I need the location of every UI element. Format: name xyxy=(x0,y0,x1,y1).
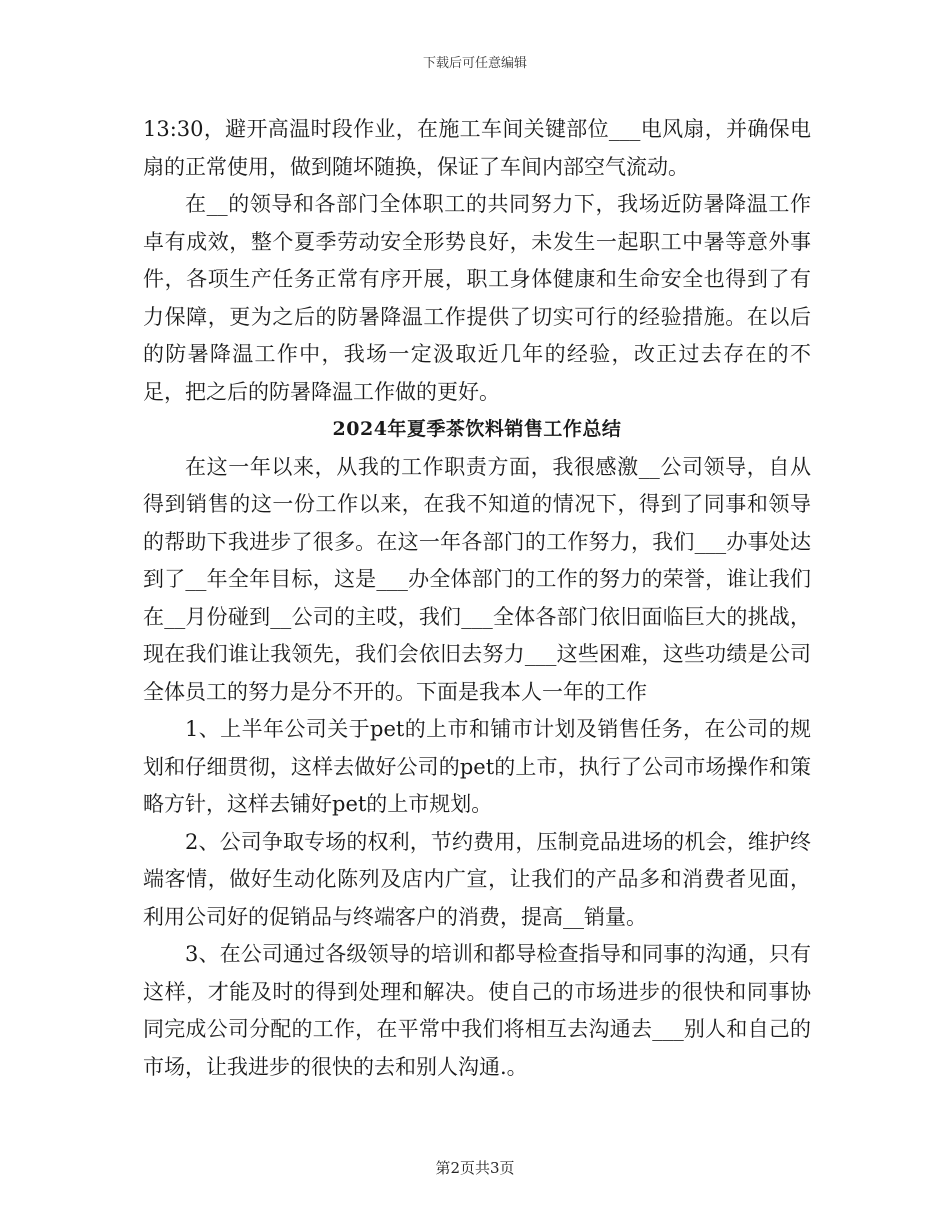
paragraph-item-2: 2、公司争取专场的权利，节约费用，压制竞品进场的机会，维护终端客情，做好生动化陈列及店内广宣，让我们的产品多和消费者见面，利用公司好的促销品与终端客户的消费，提高__销量。 xyxy=(143,829,811,929)
page-footer: 第2页共3页 xyxy=(435,1159,515,1177)
paragraph-intro: 在这一年以来，从我的工作职责方面，我很感激__公司领导，自从得到销售的这一份工作以来，在我不知道的情况下，得到了同事和领导的帮助下我进步了很多。在这一年各部门的工作努力，我们___办事处达到了__年全年目标，这是___办全体部门的工作的努力的荣誉，谁让我们在__月份碰到__公司的主哎，我们___全体各部门依旧面临巨大的挑战，现在我们谁让我领先，我们会依旧去努力___这些困难，这些功绩是公司全体员工的努力是分不开的。下面是我本人一年的工作 xyxy=(143,454,811,704)
paragraph-continuation: 13:30，避开高温时段作业，在施工车间关键部位___电风扇，并确保电扇的正常使用，做到随坏随换，保证了车间内部空气流动。 xyxy=(143,117,811,179)
paragraph-item-1: 1、上半年公司关于pet的上市和铺市计划及销售任务，在公司的规划和仔细贯彻，这样去做好公司的pet的上市，执行了公司市场操作和策略方针，这样去铺好pet的上市规划。 xyxy=(143,717,811,816)
section-title: 2024年夏季茶饮料销售工作总结 xyxy=(332,418,622,440)
paragraph-item-3: 3、在公司通过各级领导的培训和都导检查指导和同事的沟通，只有这样，才能及时的得到处理和解决。使自己的市场进步的很快和同事协同完成公司分配的工作，在平常中我们将相互去沟通去___别人和自己的市场，让我进步的很快的去和别人沟通.。 xyxy=(143,942,811,1079)
paragraph-closing: 在__的领导和各部门全体职工的共同努力下，我场近防暑降温工作卓有成效，整个夏季劳动安全形势良好，未发生一起职工中暑等意外事件，各项生产任务正常有序开展，职工身体健康和生命安全也得到了有力保障，更为之后的防暑降温工作提供了切实可行的经验措施。在以后的防暑降温工作中，我场一定汲取近几年的经验，改正过去存在的不足，把之后的防暑降温工作做的更好。 xyxy=(143,192,811,404)
document-body xyxy=(143,111,811,1086)
page-header: 下载后可任意编辑 xyxy=(422,56,527,71)
